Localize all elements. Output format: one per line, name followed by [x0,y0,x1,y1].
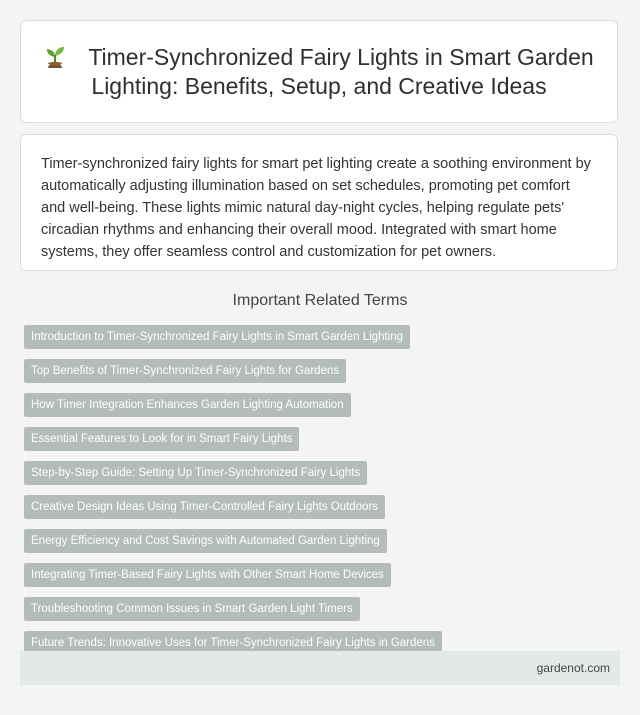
intro-card [20,134,618,271]
intro-text: Timer-synchronized fairy lights for smart pet lighting create a soothing environment by automatically adjusting illumination based on set schedules, promoting pet comfort and well-being. These lights mimic natural day-night cycles, helping regulate pets' circadian rhythms and enhancing their overall mood. Integrated with smart home systems, they offer seamless control and customization for pet owners. [41,156,591,260]
related-term-tag[interactable]: Future Trends: Innovative Uses for Timer-Synchronized Fairy Lights in Gardens [24,631,442,655]
related-terms-list [24,325,624,665]
related-term-tag[interactable]: Essential Features to Look for in Smart Fairy Lights [24,427,299,451]
related-term-tag[interactable]: Step-by-Step Guide: Setting Up Timer-Synchronized Fairy Lights [24,461,367,485]
related-term-tag[interactable]: How Timer Integration Enhances Garden Lighting Automation [24,393,351,417]
related-terms-heading: Important Related Terms [232,292,408,309]
page-title [21,43,617,101]
footer [20,651,620,685]
related-term-tag[interactable]: Creative Design Ideas Using Timer-Controlled Fairy Lights Outdoors [24,495,385,519]
title-card [20,20,618,123]
page-title-text: Timer-Synchronized Fairy Lights in Smart Garden Lighting: Benefits, Setup, and Creative Ideas [88,43,594,99]
sprout-icon [44,44,66,68]
related-term-tag[interactable]: Top Benefits of Timer-Synchronized Fairy Lights for Gardens [24,359,346,383]
related-term-tag[interactable]: Integrating Timer-Based Fairy Lights with Other Smart Home Devices [24,563,391,587]
related-term-tag[interactable]: Troubleshooting Common Issues in Smart Garden Light Timers [24,597,360,621]
footer-site-link[interactable]: gardenot.com [536,661,610,675]
related-term-tag[interactable]: Introduction to Timer-Synchronized Fairy Lights in Smart Garden Lighting [24,325,410,349]
related-term-tag[interactable]: Energy Efficiency and Cost Savings with Automated Garden Lighting [24,529,387,553]
